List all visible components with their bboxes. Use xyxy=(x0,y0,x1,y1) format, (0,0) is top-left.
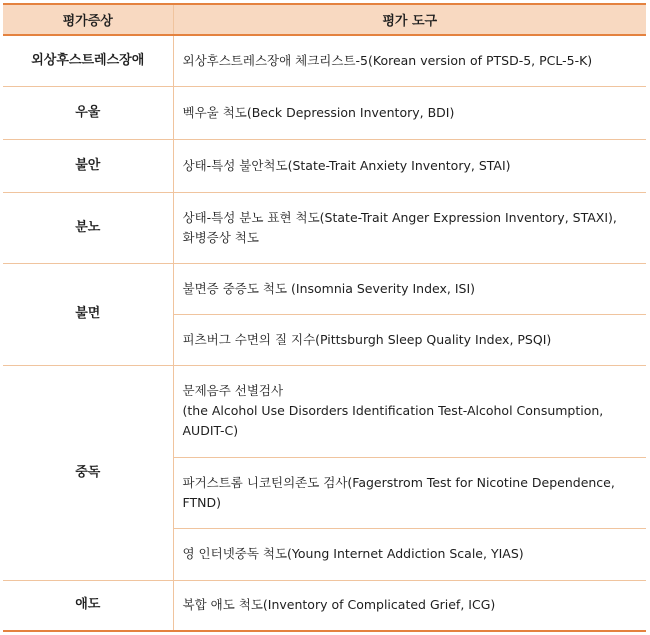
assessment-table xyxy=(3,3,646,632)
tool-cell: 피츠버그 수면의 질 지수(Pittsburgh Sleep Quality Index, PSQI) xyxy=(173,314,646,365)
tool-cell: 상태-특성 불안척도(State-Trait Anxiety Inventory, STAI) xyxy=(173,139,646,192)
table-row xyxy=(3,35,646,86)
table-row xyxy=(3,365,646,457)
tool-cell: 복합 애도 척도(Inventory of Complicated Grief, ICG) xyxy=(173,580,646,631)
tool-cell: 상태-특성 분노 표현 척도(State-Trait Anger Expression Inventory, STAXI), 화병증상 척도 xyxy=(173,192,646,263)
header-symptom: 평가증상 xyxy=(3,4,173,35)
symptom-cell: 우울 xyxy=(3,86,173,139)
table-row xyxy=(3,86,646,139)
tool-cell: 불면증 중증도 척도 (Insomnia Severity Index, ISI) xyxy=(173,263,646,314)
symptom-cell: 외상후스트레스장애 xyxy=(3,35,173,86)
table-row xyxy=(3,580,646,631)
symptom-cell: 분노 xyxy=(3,192,173,263)
tool-cell: 벡우울 척도(Beck Depression Inventory, BDI) xyxy=(173,86,646,139)
table-header xyxy=(3,4,646,35)
tool-cell: 외상후스트레스장애 체크리스트-5(Korean version of PTSD-5, PCL-5-K) xyxy=(173,35,646,86)
header-tool: 평가 도구 xyxy=(173,4,646,35)
symptom-cell: 불안 xyxy=(3,139,173,192)
table-row xyxy=(3,263,646,314)
tool-cell: 문제음주 선별검사 (the Alcohol Use Disorders Identification Test-Alcohol Consumption, AUDIT-C) xyxy=(173,365,646,457)
header-row xyxy=(3,4,646,35)
table-row xyxy=(3,139,646,192)
table-body xyxy=(3,35,646,631)
table-row xyxy=(3,192,646,263)
tool-cell: 영 인터넷중독 척도(Young Internet Addiction Scale, YIAS) xyxy=(173,528,646,580)
symptom-cell: 불면 xyxy=(3,263,173,365)
tool-cell: 파거스트롬 니코틴의존도 검사(Fagerstrom Test for Nicotine Dependence, FTND) xyxy=(173,457,646,528)
symptom-cell: 중독 xyxy=(3,365,173,580)
symptom-cell: 애도 xyxy=(3,580,173,631)
